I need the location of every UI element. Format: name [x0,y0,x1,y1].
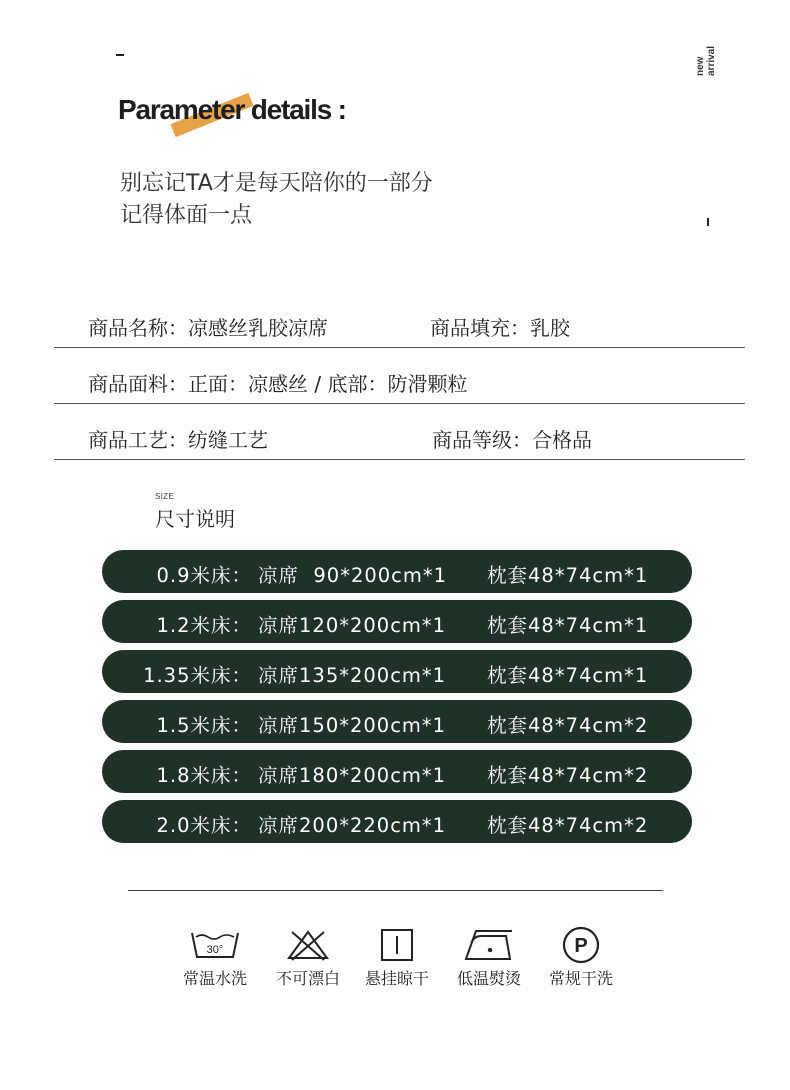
size-list [102,550,692,850]
bed-size: 1.8米床： [156,764,252,787]
spec-row [54,404,745,460]
spec-row [54,292,745,348]
care-item-wash [175,926,255,989]
bed-size: 1.35米床： [143,664,252,687]
bed-size: 2.0米床： [156,814,252,837]
pillow-size: 枕套48*74cm*1 [487,664,649,687]
slogan-line-2: 记得体面一点 [120,203,253,228]
dry-clean-letter: P [574,935,588,957]
decorative-dash [116,54,124,56]
spec-row [54,348,745,404]
mat-size: 凉席150*200cm*1 [258,714,447,737]
bed-size: 0.9米床： [156,564,252,587]
wash-temp-text: 30° [206,944,224,956]
no-bleach-icon [268,926,348,964]
hang-dry-icon [357,926,437,964]
mat-size: 凉席 90*200cm*1 [258,564,448,587]
size-row [102,750,692,793]
care-label: 常温水洗 [182,969,247,988]
spec-fabric: 商品面料：正面：凉感丝 / 底部：防滑颗粒 [88,372,468,396]
care-item-bleach [268,926,348,989]
pillow-size: 枕套48*74cm*2 [487,814,649,837]
mat-size: 凉席180*200cm*1 [258,764,447,787]
pillow-size: 枕套48*74cm*2 [487,764,649,787]
care-divider [128,890,663,891]
spec-grade: 商品等级：合格品 [432,428,592,452]
care-item-dryclean [541,926,621,989]
wash-30-icon [175,926,255,964]
bed-size: 1.2米床： [156,614,252,637]
spec-craft: 商品工艺：纺缝工艺 [88,428,268,452]
spec-table [54,292,745,460]
mat-size: 凉席135*200cm*1 [258,664,447,687]
size-row [102,700,692,743]
dry-clean-p-icon [541,926,621,964]
section-title-text: Parameter details : [118,94,346,125]
spec-product-name: 商品名称：凉感丝乳胶凉席 [88,316,328,340]
size-row [102,650,692,693]
size-heading-en: SIZE [155,492,174,501]
new-arrival-badge [690,40,726,80]
care-item-iron [449,926,529,989]
mat-size: 凉席120*200cm*1 [258,614,447,637]
iron-low-icon [449,926,529,964]
spec-filling: 商品填充：乳胶 [430,316,570,340]
size-heading-cn: 尺寸说明 [155,507,235,531]
pillow-size: 枕套48*74cm*2 [487,714,649,737]
size-row [102,550,692,593]
size-row [102,600,692,643]
badge-line-new: new [695,56,706,76]
badge-line-arrival: arrival [706,45,717,76]
care-label: 低温熨烫 [456,969,521,988]
slogan [120,168,433,232]
section-title [118,94,346,134]
bed-size: 1.5米床： [156,714,252,737]
pillow-size: 枕套48*74cm*1 [487,564,649,587]
pillow-size: 枕套48*74cm*1 [487,614,649,637]
decorative-tick [707,218,709,226]
care-label: 不可漂白 [275,969,340,988]
mat-size: 凉席200*220cm*1 [258,814,447,837]
slogan-line-1: 别忘记TA才是每天陪你的一部分 [120,171,433,196]
size-row [102,800,692,843]
care-label: 常规干洗 [548,969,613,988]
size-heading [155,492,235,532]
care-label: 悬挂晾干 [364,969,429,988]
care-item-dry [357,926,437,989]
